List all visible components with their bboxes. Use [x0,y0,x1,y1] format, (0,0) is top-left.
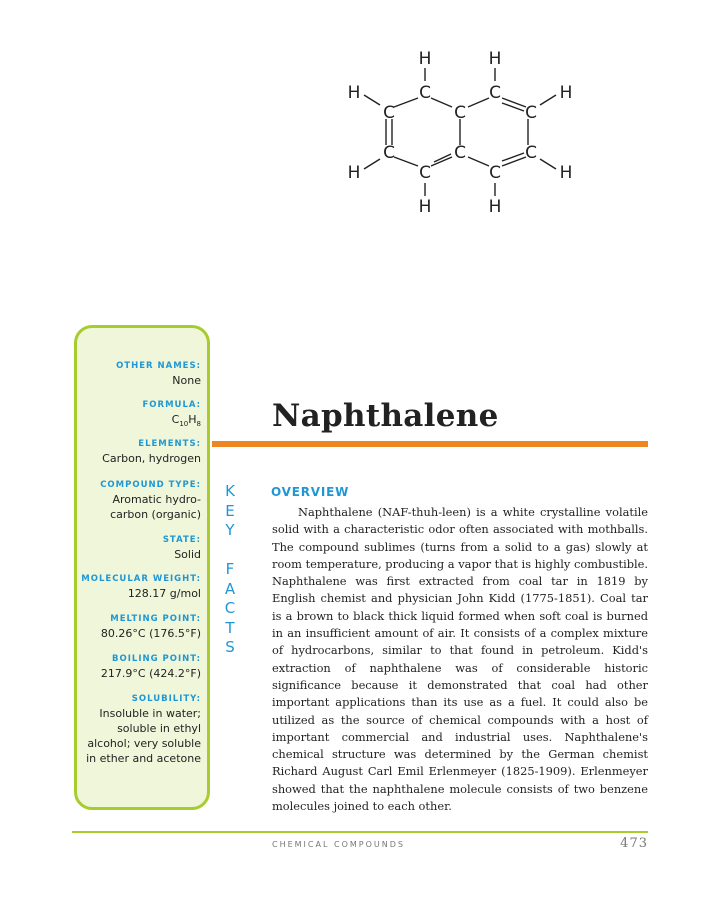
formula-h: H [188,413,197,426]
atom-h: H [559,163,573,183]
key-facts-letter: Y [225,521,235,539]
atom-c: C [419,83,431,103]
key-facts-letter [224,541,236,561]
atom-h: H [418,49,432,69]
key-facts-letter: E [225,501,235,520]
key-facts-letter: C [224,599,236,617]
overview-heading: OVERVIEW [271,485,350,499]
atom-c: C [525,143,537,163]
key-fact-state [75,534,201,562]
atom-c: C [383,103,395,123]
atom-c: C [489,83,501,103]
atom-h: H [559,83,573,103]
key-fact-elements [75,438,201,466]
atom-c: C [525,103,537,123]
formula-c: C [171,413,180,426]
overview-paragraph: Naphthalene (NAF-thuh-leen) is a white crystalline volatile solid with a characteristic odor often associated with mothballs. The compound sublimes (turns from a solid to a gas) slowly at room temperature, producing a vapor that is highly combustible. Naphthalene was first extracted from coal tar in 1819 by English chemist and physician John Kidd (1775-1851). Coal tar is a brown to black thick liquid formed when soft coal is burned in an insufficient amount of air. It consists of a complex mixture of hydrocarbons, similar to that found in petroleum. Kidd's extraction of naphthalene was of considerable historic significance because it demonstrated that coal had other important applications than its use as a fuel. It could also be utilized as the source of chemical compounds with a host of important commercial and industrial uses. Naphthalene's chemical structure was determined by the German chemist Richard August Carl Emil Erlenmeyer (1825-1909). Erlenmeyer showed that the naphthalene molecule consists of two benzene molecules joined to each other. [272,505,649,814]
atom-c: C [383,143,395,163]
title-rule-divider [212,441,648,447]
key-fact-label: COMPOUND TYPE: [100,480,201,490]
key-fact-label: MELTING POINT: [110,614,201,624]
key-fact-value-line: carbon (organic) [110,508,201,521]
key-facts-vertical-label [224,482,236,658]
formula-value [75,412,201,432]
key-fact-formula [75,399,201,432]
atom-c: C [419,163,431,183]
footer-book-title: CHEMICAL COMPOUNDS [272,840,405,849]
key-facts-panel [74,325,210,810]
key-fact-label: SOLUBILITY: [131,694,201,704]
key-fact-label: MOLECULAR WEIGHT: [81,574,201,584]
atom-c: C [454,143,466,163]
atom-h: H [347,83,361,103]
key-fact-value-line: Insoluble in water; [99,707,201,720]
key-fact-label: FORMULA: [142,400,201,410]
key-fact-value-line: in ether and acetone [86,752,201,765]
atom-h: H [488,49,502,69]
atom-c: C [489,163,501,183]
key-fact-value-line: soluble in ethyl [117,722,201,735]
key-fact-value-line: alcohol; very soluble [87,737,201,750]
key-fact-solubility [75,693,201,766]
key-fact-label: STATE: [162,535,201,545]
key-fact-boiling-point [75,653,201,681]
key-facts-letter: S [225,638,235,656]
atom-h: H [347,163,361,183]
key-facts-letter: A [224,579,236,598]
key-fact-label: ELEMENTS: [138,439,201,449]
key-fact-value: 128.17 g/mol [127,587,201,600]
page-number: 473 [620,836,648,851]
page-title: Naphthalene [272,398,499,434]
formula-h-count: 8 [196,420,201,429]
key-fact-value: 217.9°C (424.2°F) [100,667,201,680]
key-fact-value: None [172,374,201,387]
atom-h: H [488,197,502,217]
footer-rule-divider [72,831,648,833]
key-fact-value: Carbon, hydrogen [102,452,201,465]
key-fact-label: OTHER NAMES: [116,361,201,371]
atom-c: C [454,103,466,123]
key-fact-other-names [75,360,201,388]
key-fact-value-line: Aromatic hydro- [112,493,201,506]
atom-h: H [418,197,432,217]
bond-lines [364,68,556,196]
formula-c-count: 10 [179,420,189,429]
key-fact-molecular-weight [75,573,201,601]
key-fact-value: Solid [174,548,201,561]
key-facts-letter: K [225,482,235,500]
key-fact-value: 80.26°C (176.5°F) [100,627,201,640]
key-fact-label: BOILING POINT: [112,654,201,664]
naphthalene-structure-diagram [330,40,590,230]
key-facts-letter: T [225,618,235,637]
key-fact-melting-point [75,613,201,641]
key-facts-letter: F [225,560,235,578]
key-fact-compound-type [75,479,201,522]
